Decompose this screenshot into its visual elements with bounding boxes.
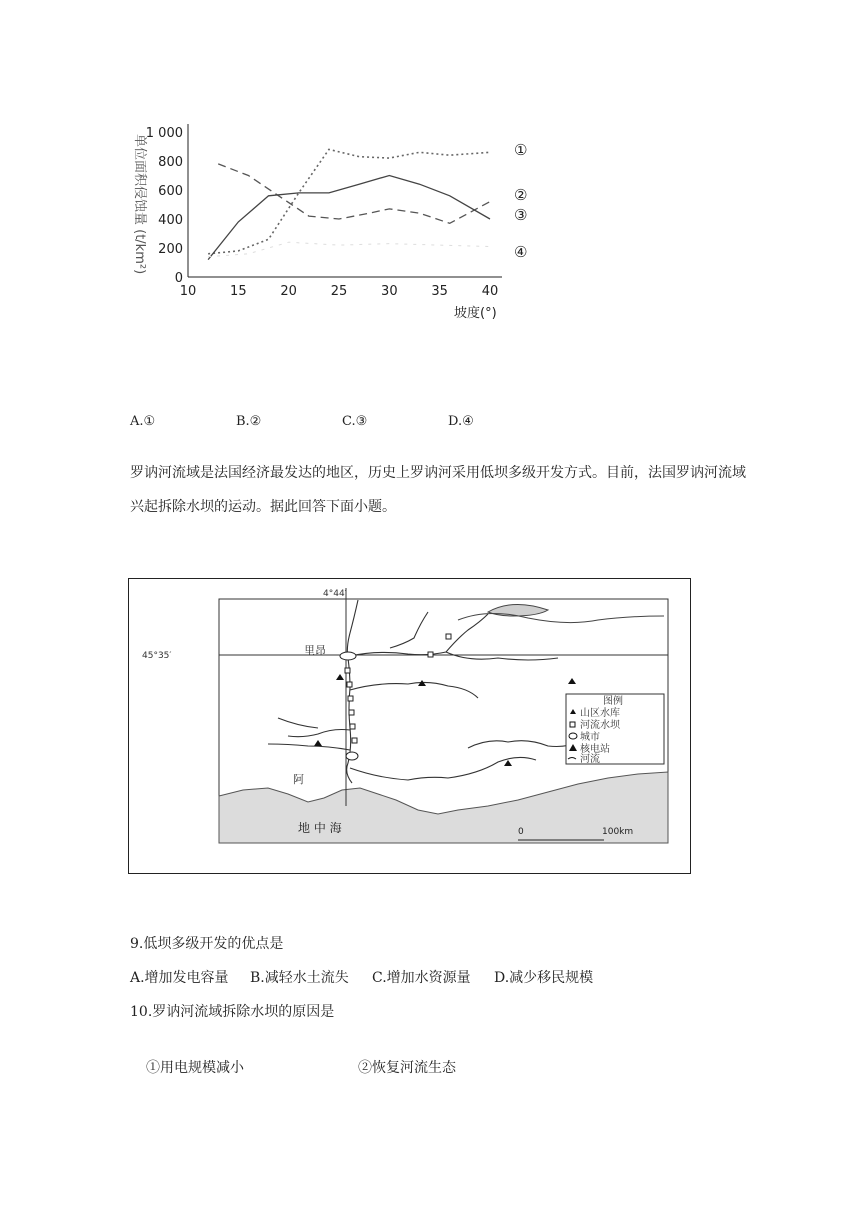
q9-option-d: D.减少移民规模 [494, 970, 594, 986]
x-tick-label: 25 [330, 284, 348, 299]
y-tick-label: 400 [158, 213, 183, 228]
x-axis-label: 坡度(°) [454, 306, 497, 321]
y-axis-label: 单位面积侵蚀量 (t/km²) [132, 134, 147, 275]
legend-item-dam: 河流水坝 [580, 720, 620, 731]
y-tick-label: 0 [174, 271, 183, 286]
x-tick-label: 20 [280, 284, 297, 299]
legend-title: 图例 [603, 696, 623, 707]
q10-item-1: ①用电规模减小 [146, 1060, 244, 1076]
y-tick-label: 1 000 [145, 126, 183, 141]
chart-ticks [146, 126, 498, 299]
option-a: A.① [130, 414, 156, 429]
x-tick-label: 10 [179, 284, 197, 299]
legend-item-city: 城市 [580, 732, 600, 743]
series-line-1 [208, 149, 490, 253]
scale-end: 100km [602, 827, 634, 837]
option-b: B.② [236, 414, 262, 429]
dam-icon [570, 722, 575, 727]
x-tick-label: 40 [481, 284, 499, 299]
q9-option-b: B.减轻水土流失 [250, 970, 349, 986]
y-tick-label: 600 [158, 184, 183, 199]
q9-option-a: A.增加发电容量 [130, 970, 229, 986]
x-tick-label: 15 [230, 284, 247, 299]
y-tick-label: 800 [158, 155, 183, 170]
series-label-2: ② [514, 186, 528, 204]
legend-item-river: 河流 [580, 754, 600, 765]
series-line-2 [218, 164, 490, 223]
series-label-3: ③ [514, 206, 528, 224]
scale-zero: 0 [518, 827, 524, 837]
series-line-4 [208, 242, 490, 257]
legend-item-reservoir: 山区水库 [580, 708, 620, 719]
rhone-map [128, 578, 692, 874]
x-tick-label: 35 [431, 284, 448, 299]
series-label-4: ④ [514, 243, 528, 261]
latitude-label: 45°35′ [142, 651, 172, 661]
q10-stem: 10.罗讷河流域拆除水坝的原因是 [130, 1004, 335, 1020]
city-label-a: 阿 [293, 773, 304, 786]
city-label-lyon: 里昂 [304, 644, 326, 657]
option-d: D.④ [448, 414, 474, 429]
longitude-label: 4°44′ [323, 589, 347, 599]
chart-axes [188, 124, 502, 277]
intro-paragraph: 罗讷河流域是法国经济最发达的地区，历史上罗讷河采用低坝多级开发方式。目前，法国罗讷河流域兴起拆除水坝的运动。据此回答下面小题。 [130, 465, 746, 515]
q10-item-2: ②恢复河流生态 [358, 1060, 456, 1076]
sea-label: 地 中 海 [298, 821, 342, 835]
chart-series [208, 149, 490, 259]
legend-item-nuclear: 核电站 [580, 744, 610, 755]
erosion-chart [120, 110, 540, 330]
q9-stem: 9.低坝多级开发的优点是 [130, 936, 284, 952]
series-label-1: ① [514, 141, 528, 159]
city-icon [569, 733, 577, 739]
option-c: C.③ [342, 414, 368, 429]
x-tick-label: 30 [381, 284, 398, 299]
q9-option-c: C.增加水资源量 [372, 970, 471, 986]
y-tick-label: 200 [158, 242, 183, 257]
